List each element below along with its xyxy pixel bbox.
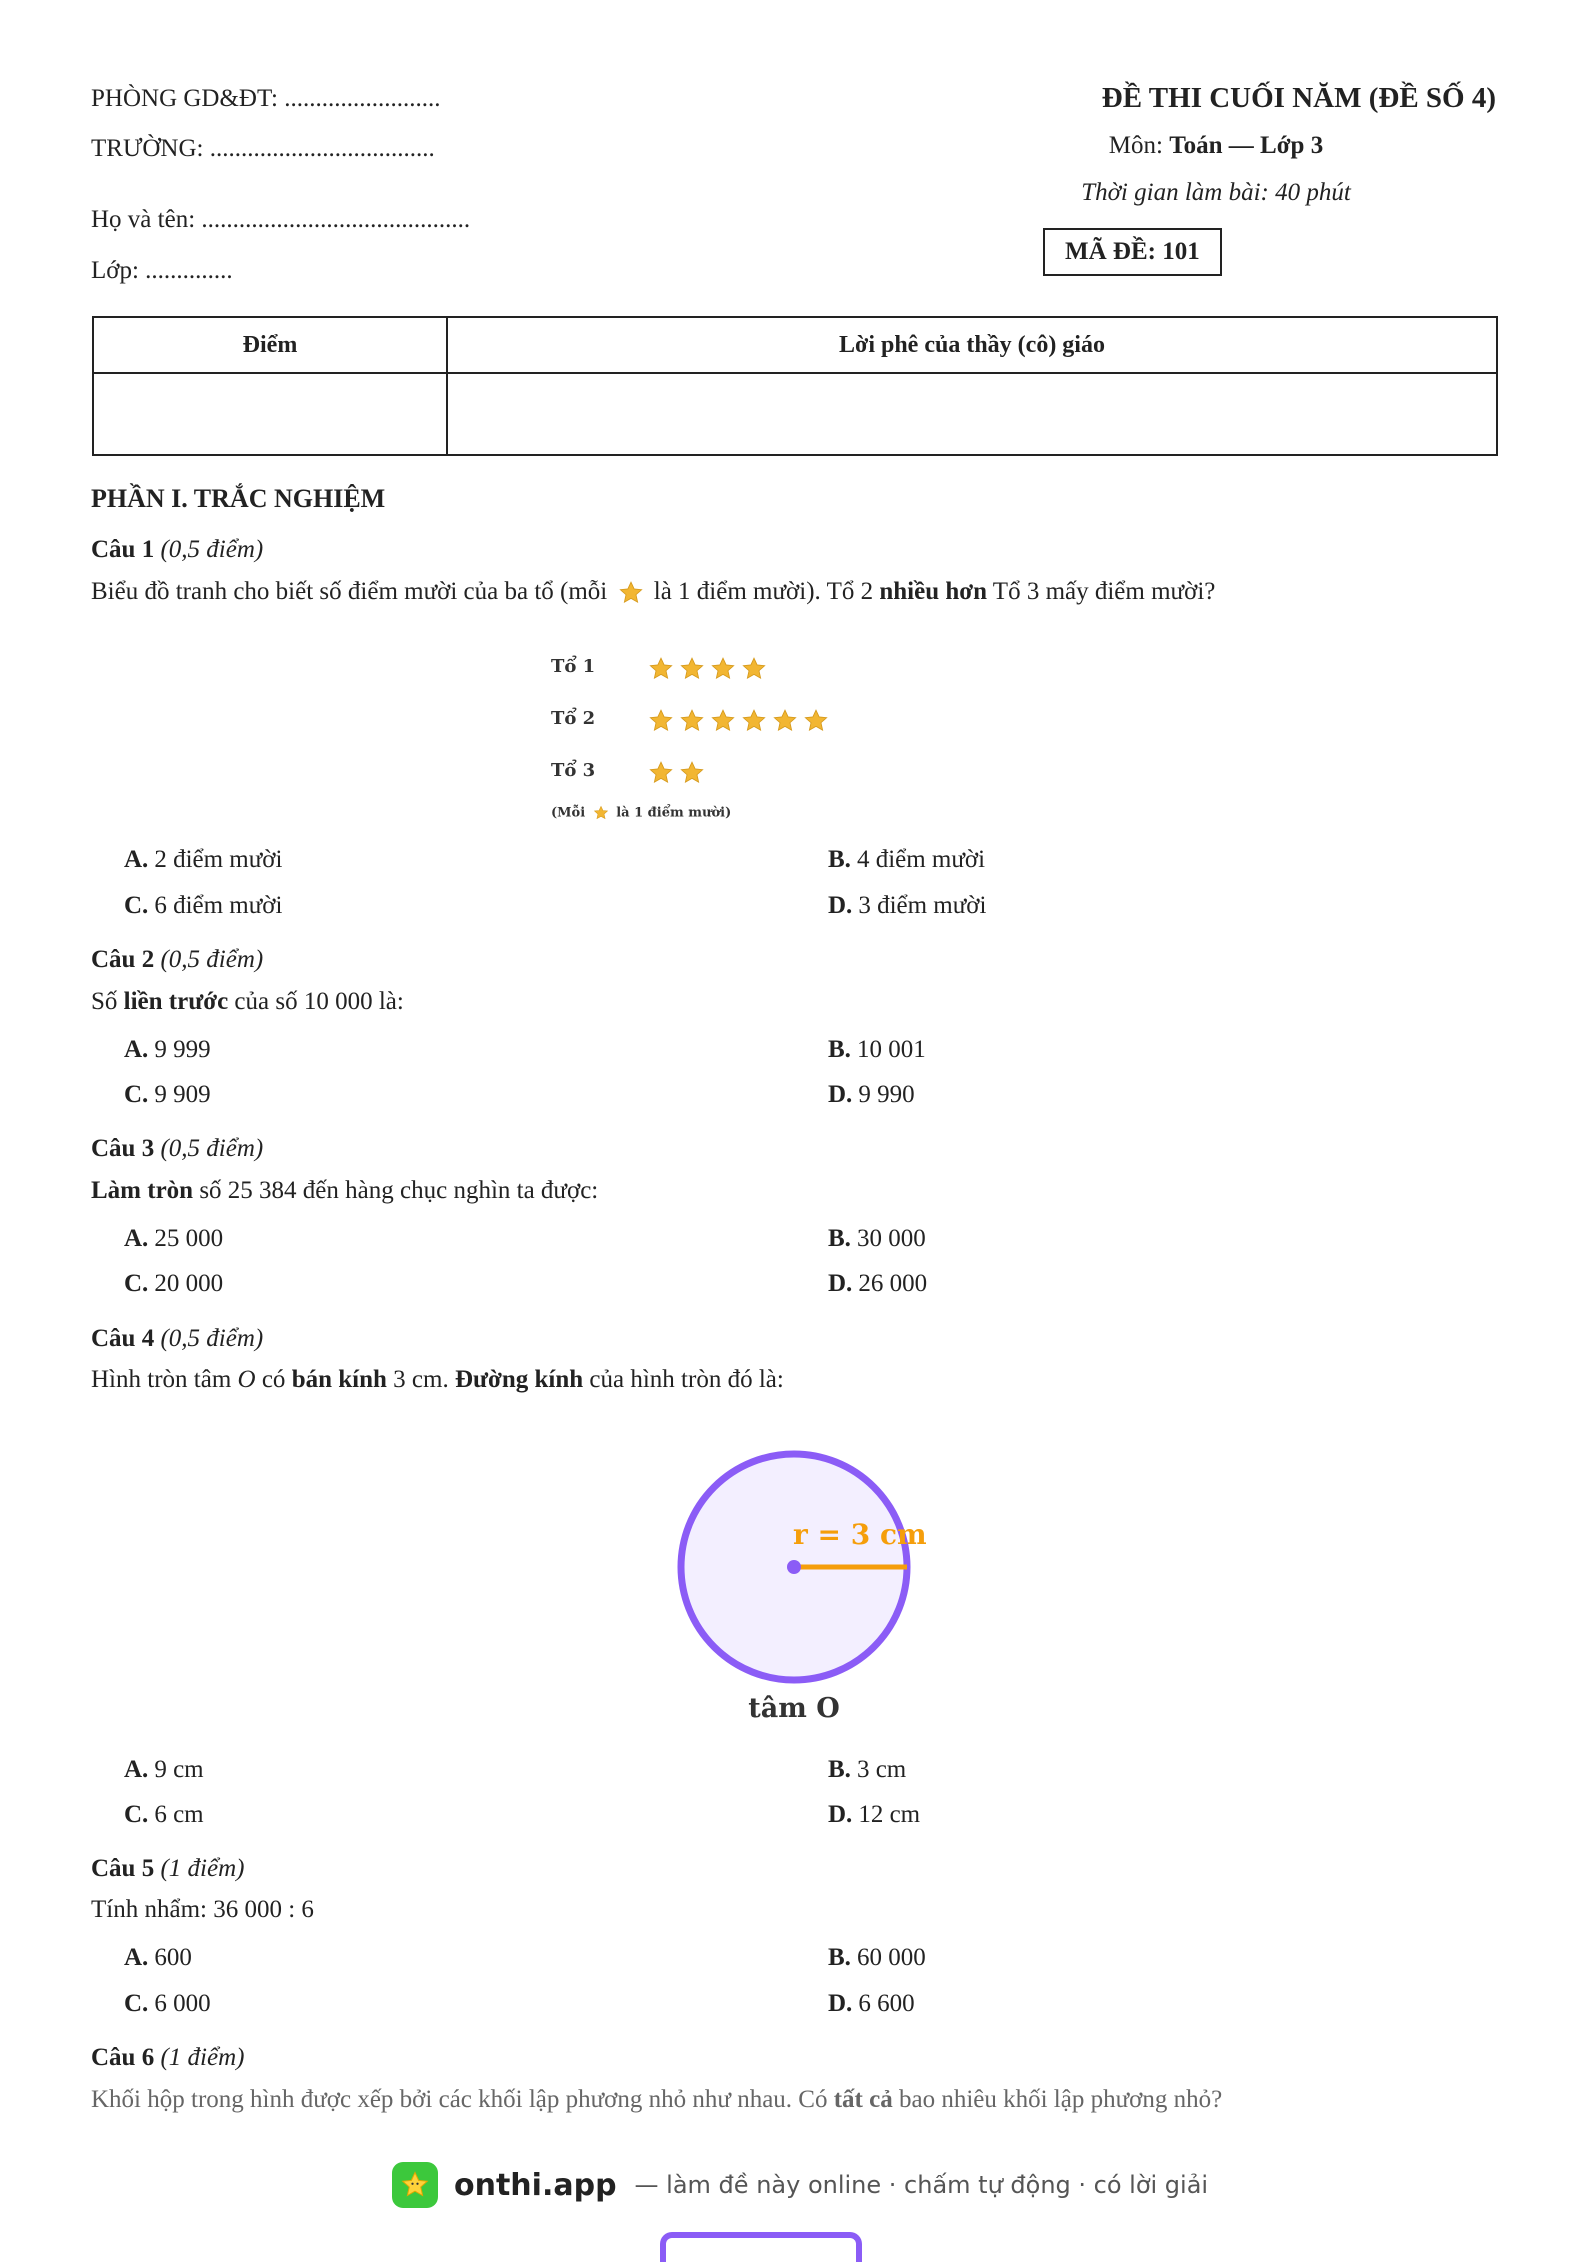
score-table [92, 316, 1498, 456]
q3-text-bold: Làm tròn [91, 1177, 194, 1204]
q3-label: Câu 3 [91, 1135, 155, 1162]
q6-label: Câu 6 [91, 2044, 155, 2071]
q2-option-b[interactable]: B. 10 001 [828, 1036, 926, 1063]
brand-name[interactable]: onthi.app [454, 2167, 617, 2203]
option-text: 9 990 [858, 1081, 915, 1108]
footer-tagline: — làm đề này online · chấm tự động · có lời giải [634, 2171, 1209, 2199]
q4-text-bold2: Đường kính [454, 1366, 584, 1393]
q4-heading [91, 1325, 263, 1353]
q4-points: (0,5 điểm) [160, 1325, 264, 1352]
q6-text-b: bao nhiêu khối lập phương nhỏ? [892, 2086, 1223, 2113]
duration: Thời gian làm bài: 40 phút [1081, 179, 1351, 206]
option-text: 9 999 [154, 1036, 211, 1063]
q6-text-bold: tất cả [833, 2086, 893, 2113]
radius-label: r = 3 cm [793, 1518, 927, 1551]
q4-text-a: Hình tròn tâm [91, 1366, 238, 1393]
chart-note [551, 805, 731, 821]
star-icon [648, 760, 674, 786]
q1-text-c: Tổ 3 mấy điểm mười? [987, 578, 1216, 605]
next-figure-edge [660, 2232, 862, 2262]
q1-heading [91, 536, 263, 564]
option-text: 4 điểm mười [856, 846, 986, 873]
q5-option-d[interactable]: D. 6 600 [828, 1990, 915, 2017]
option-text: 30 000 [856, 1225, 926, 1252]
option-text: 20 000 [154, 1270, 224, 1297]
note-a: (Mỗi [551, 805, 590, 821]
q5-option-a[interactable]: A. 600 [124, 1944, 192, 1971]
option-text: 6 cm [154, 1801, 204, 1828]
subject-prefix: Môn: [1108, 132, 1170, 159]
option-text: 3 cm [856, 1756, 907, 1783]
q3-option-b[interactable]: B. 30 000 [828, 1225, 926, 1252]
chart-row-stars [648, 706, 834, 734]
star-icon [679, 656, 705, 682]
comment-header: Lời phê của thầy (cô) giáo [447, 317, 1497, 373]
circle-figure [660, 1440, 930, 1730]
q2-option-a[interactable]: A. 9 999 [124, 1036, 211, 1063]
star-icon [710, 656, 736, 682]
star-icon [741, 708, 767, 734]
exam-code-box: MÃ ĐỀ: 101 [1043, 228, 1222, 276]
star-icon [741, 656, 767, 682]
q2-points: (0,5 điểm) [160, 946, 264, 973]
q6-text-a: Khối hộp trong hình được xếp bởi các khối lập phương nhỏ như nhau. Có [91, 2086, 834, 2113]
star-icon [648, 708, 674, 734]
student-name-line: Họ và tên: ........................................... [91, 206, 471, 233]
star-icon [392, 2162, 438, 2208]
option-text: 6 điểm mười [154, 892, 283, 919]
section-title: PHẦN I. TRẮC NGHIỆM [91, 484, 386, 513]
q3-option-a[interactable]: A. 25 000 [124, 1225, 224, 1252]
center-label: tâm O [748, 1693, 840, 1724]
q3-text [91, 1177, 598, 1205]
star-icon [710, 708, 736, 734]
q1-option-a[interactable]: A. 2 điểm mười [124, 846, 283, 873]
q2-option-d[interactable]: D. 9 990 [828, 1081, 915, 1108]
comment-cell[interactable] [447, 373, 1497, 455]
q4-option-a[interactable]: A. 9 cm [124, 1756, 204, 1783]
option-text: 25 000 [154, 1225, 224, 1252]
subject-line [936, 132, 1496, 160]
option-text: 60 000 [856, 1944, 926, 1971]
q5-option-b[interactable]: B. 60 000 [828, 1944, 926, 1971]
center-point [787, 1560, 801, 1574]
q6-text [91, 2086, 1222, 2114]
q5-heading [91, 1855, 244, 1883]
q1-label: Câu 1 [91, 536, 155, 563]
option-text: 10 001 [856, 1036, 926, 1063]
q4-option-d[interactable]: D. 12 cm [828, 1801, 921, 1828]
option-text: 26 000 [858, 1270, 928, 1297]
q2-text-a: Số [91, 988, 124, 1015]
score-cell[interactable] [93, 373, 447, 455]
q1-text-bold: nhiều hơn [879, 578, 987, 605]
q1-option-b[interactable]: B. 4 điểm mười [828, 846, 986, 873]
q5-text [91, 1896, 314, 1924]
star-icon [772, 708, 798, 734]
q4-option-c[interactable]: C. 6 cm [124, 1801, 204, 1828]
q3-text-b: số 25 384 đến hàng chục nghìn ta được: [193, 1177, 599, 1204]
q1-option-c[interactable]: C. 6 điểm mười [124, 892, 283, 919]
option-text: 3 điểm mười [858, 892, 987, 919]
subject-name: Toán — Lớp 3 [1169, 132, 1324, 159]
school-line: TRƯỜNG: .................................... [91, 135, 435, 162]
option-text: 9 909 [154, 1081, 211, 1108]
class-line: Lớp: .............. [91, 257, 233, 284]
star-icon [593, 805, 609, 821]
q2-text [91, 988, 404, 1016]
q6-points: (1 điểm) [160, 2044, 245, 2071]
option-text: 6 000 [154, 1990, 211, 2017]
star-icon [679, 708, 705, 734]
q2-heading [91, 946, 263, 974]
chart-row-label: Tổ 1 [551, 656, 596, 677]
q5-points: (1 điểm) [160, 1855, 245, 1882]
q5-text-a: Tính nhẩm: [91, 1896, 214, 1923]
score-header: Điểm [93, 317, 447, 373]
option-text: 12 cm [858, 1801, 921, 1828]
option-text: 2 điểm mười [154, 846, 283, 873]
option-text: 6 600 [858, 1990, 915, 2017]
q2-text-b: của số 10 000 là: [228, 988, 404, 1015]
option-text: 600 [154, 1944, 192, 1971]
q4-text-c: 3 cm. [386, 1366, 455, 1393]
q3-option-d[interactable]: D. 26 000 [828, 1270, 928, 1297]
q1-text-b: là 1 điểm mười). Tổ 2 [647, 578, 880, 605]
note-b: là 1 điểm mười) [611, 805, 732, 821]
q1-text [91, 578, 1215, 606]
q6-heading [91, 2044, 244, 2072]
q1-option-d[interactable]: D. 3 điểm mười [828, 892, 987, 919]
q3-heading [91, 1135, 263, 1163]
star-icon [618, 580, 644, 606]
q4-option-b[interactable]: B. 3 cm [828, 1756, 907, 1783]
exam-title: ĐỀ THI CUỐI NĂM (ĐỀ SỐ 4) [1101, 82, 1496, 114]
q2-option-c[interactable]: C. 9 909 [124, 1081, 211, 1108]
q2-text-bold: liền trước [123, 988, 229, 1015]
chart-row-label: Tổ 3 [551, 760, 596, 781]
q4-text-bold1: bán kính [291, 1366, 387, 1393]
q4-text-d: của hình tròn đó là: [583, 1366, 784, 1393]
q4-label: Câu 4 [91, 1325, 155, 1352]
footer-banner[interactable] [392, 2160, 1208, 2210]
q5-option-c[interactable]: C. 6 000 [124, 1990, 211, 2017]
q1-text-a: Biểu đồ tranh cho biết số điểm mười của ba tổ (mỗi [91, 578, 614, 605]
q2-label: Câu 2 [91, 946, 155, 973]
chart-row-label: Tổ 2 [551, 708, 596, 729]
q5-expression: 36 000 : 6 [213, 1896, 314, 1923]
star-icon [648, 656, 674, 682]
department-line: PHÒNG GD&ĐT: ......................... [91, 85, 441, 112]
q3-option-c[interactable]: C. 20 000 [124, 1270, 224, 1297]
q5-label: Câu 5 [91, 1855, 155, 1882]
chart-row-stars [648, 758, 710, 786]
q3-points: (0,5 điểm) [160, 1135, 264, 1162]
q4-text [91, 1366, 784, 1394]
q4-text-b: có [255, 1366, 292, 1393]
star-icon [803, 708, 829, 734]
option-text: 9 cm [154, 1756, 204, 1783]
q4-text-o: O [237, 1366, 256, 1393]
q1-points: (0,5 điểm) [160, 536, 264, 563]
star-icon [679, 760, 705, 786]
chart-row-stars [648, 654, 772, 682]
